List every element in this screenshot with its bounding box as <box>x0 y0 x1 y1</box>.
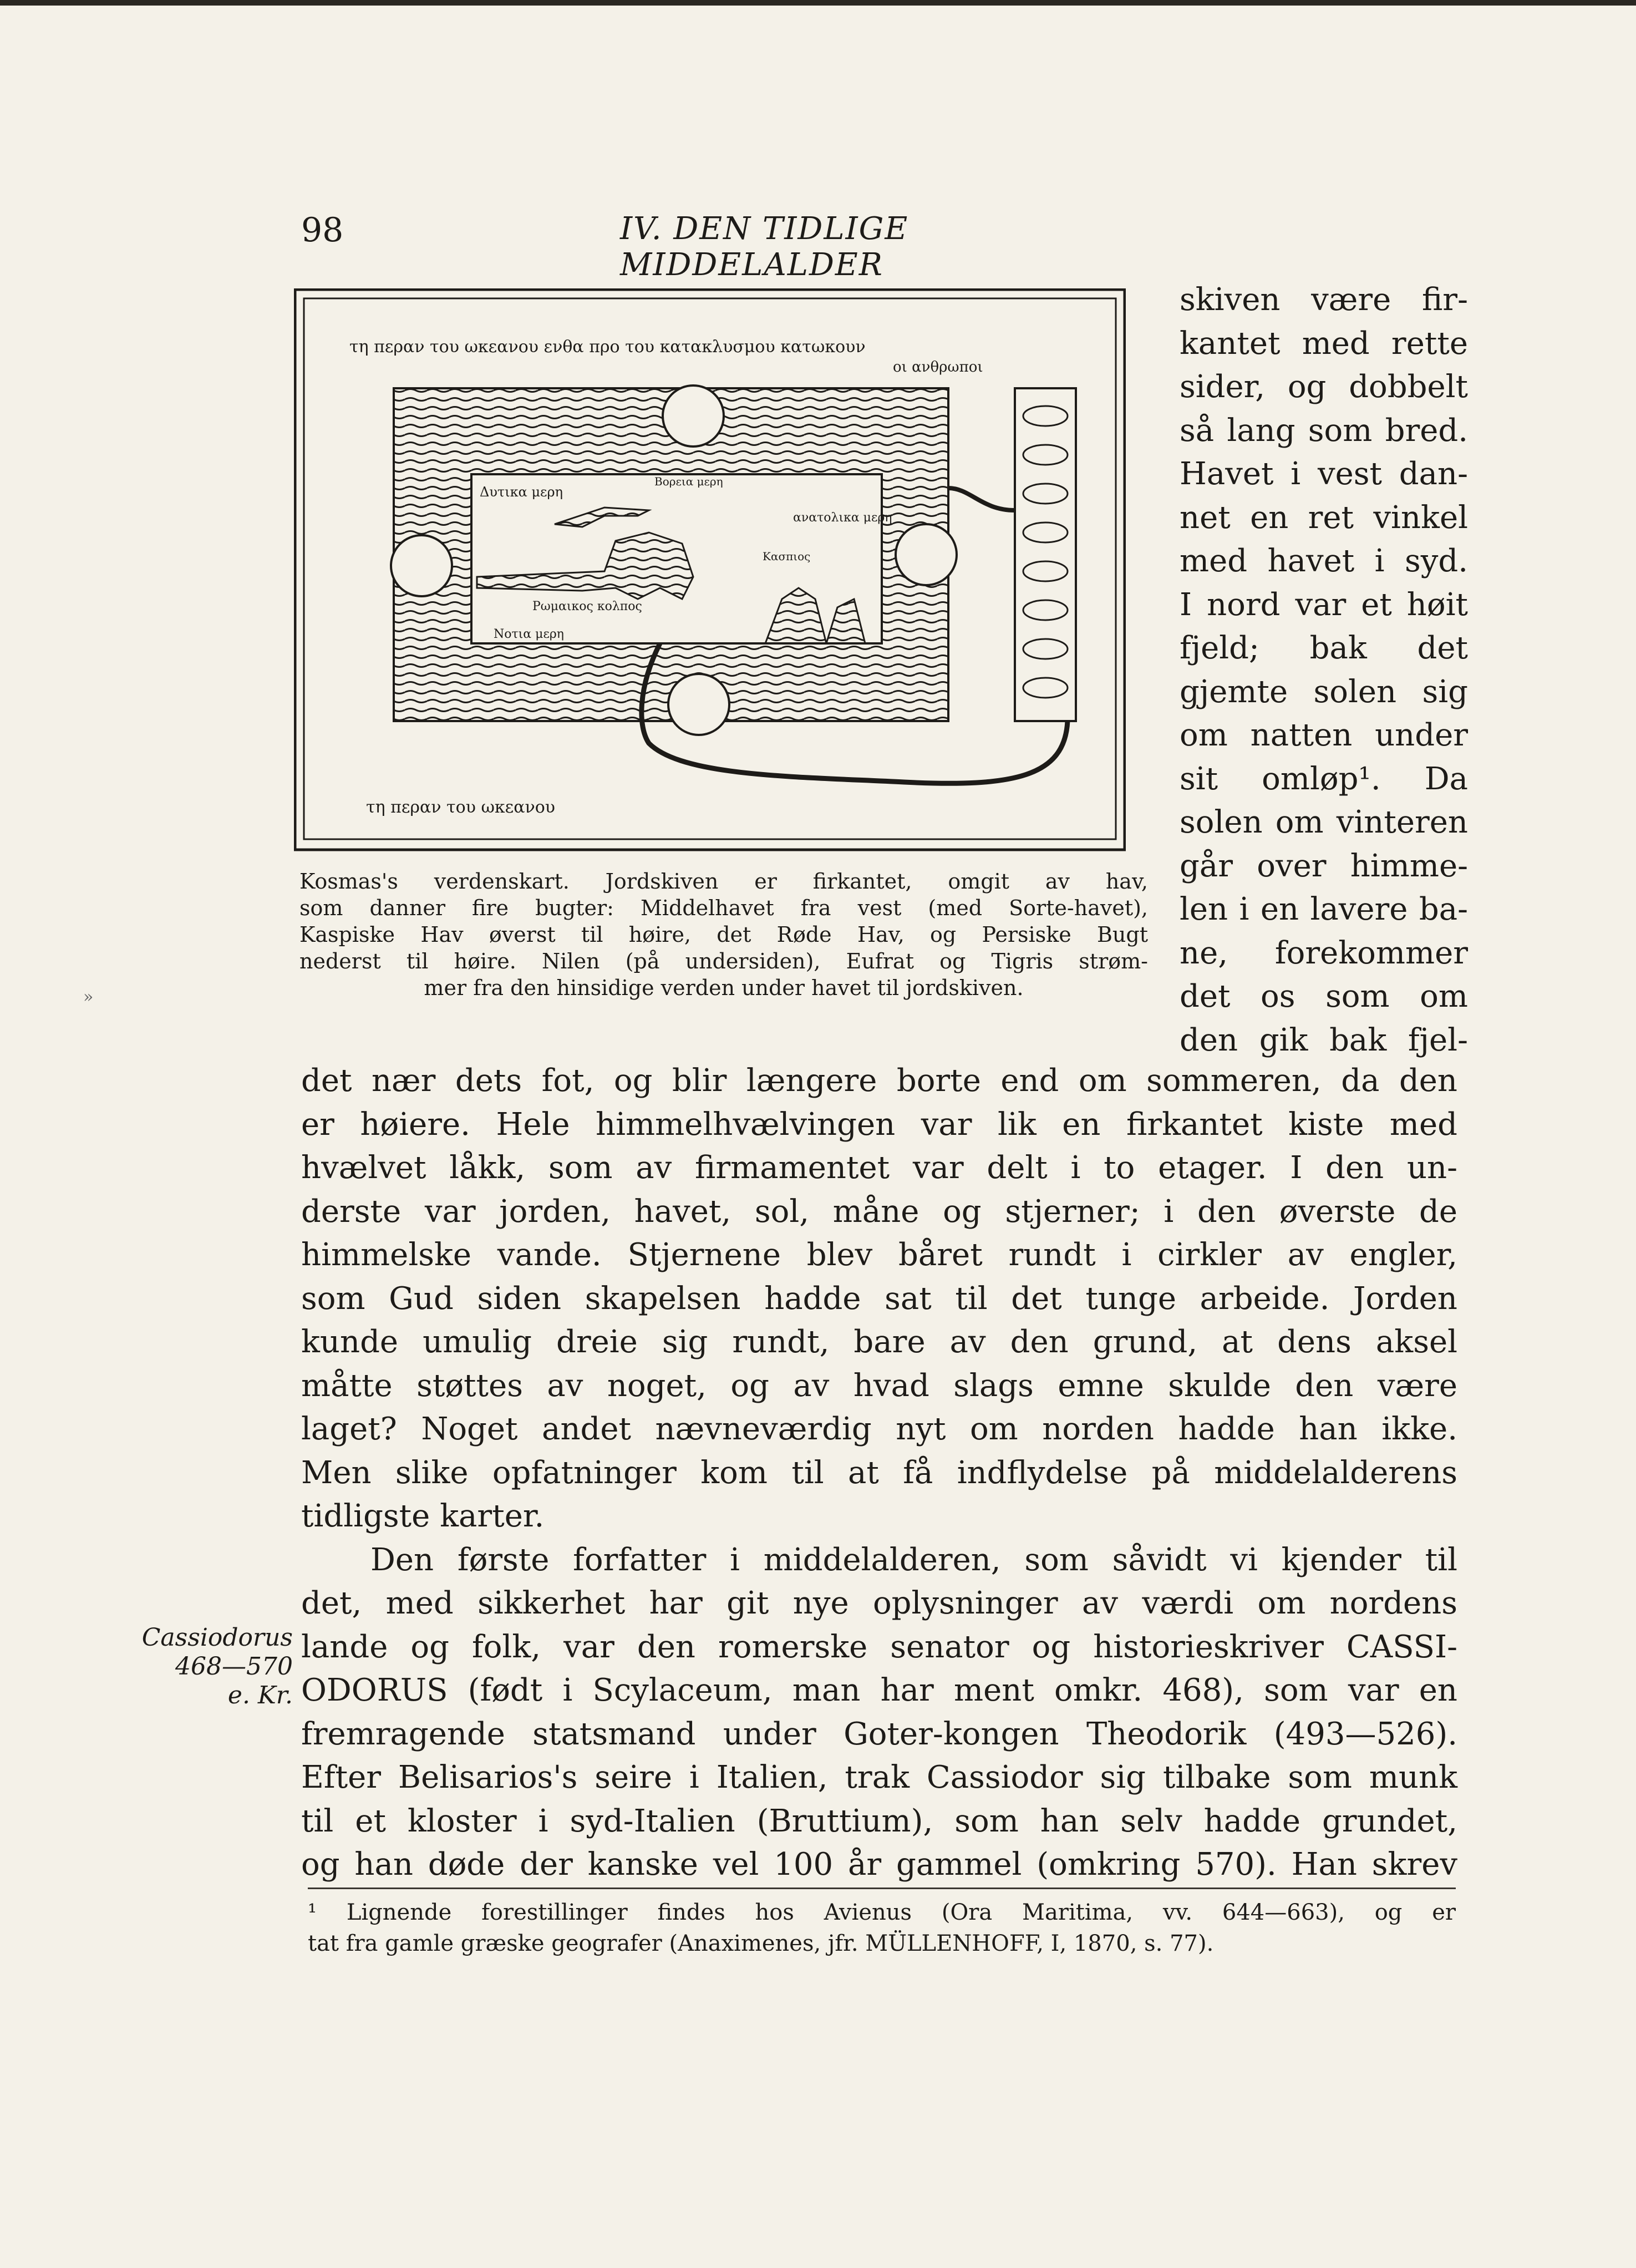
text-line: den gik bak fjel- <box>1180 1022 1468 1058</box>
page-number: 98 <box>301 211 344 250</box>
river-nile <box>948 488 1015 510</box>
text-line: til et kloster i syd-Italien (Bruttium), som han selv hadde grundet, <box>301 1803 1457 1839</box>
text-line: ODORUS (født i Scylaceum, man har ment omkr. 468), som var en <box>301 1672 1457 1708</box>
label-west: Δυτικα μερη <box>480 484 563 500</box>
text-line: himmelske vande. Stjernene blev båret rundt i cirkler av engler, <box>301 1237 1457 1273</box>
text-line: gjemte solen sig <box>1180 673 1468 710</box>
text-line: og han døde der kanske vel 100 år gammel (omkring 570). Han skrev <box>301 1846 1457 1883</box>
caption-line: mer fra den hinsidige verden under havet til jordskiven. <box>424 976 1024 1000</box>
text-line: som Gud siden skapelsen hadde sat til det tunge arbeide. Jorden <box>301 1280 1457 1317</box>
text-line: måtte støttes av noget, og av hvad slags emne skulde den være <box>301 1367 1457 1404</box>
text-line: Havet i vest dan- <box>1180 456 1468 492</box>
text-line: net en ret vinkel <box>1180 499 1468 536</box>
body-text <box>301 1059 1457 1887</box>
text-line: hvælvet låkk, som av firmamentet var delt i to etager. I den un- <box>301 1150 1457 1186</box>
text-line: er høiere. Hele himmelhvælvingen var lik en firkantet kiste med <box>301 1106 1457 1143</box>
text-line: fremragende statsmand under Goter-kongen Theodorik (493—526). <box>301 1716 1457 1752</box>
text-line: om natten under <box>1180 717 1468 753</box>
text-line: det, med sikkerhet har git nye oplysninger av værdi om nordens <box>301 1585 1457 1621</box>
caption-line: Kaspiske Hav øverst til høire, det Røde Hav, og Persiske Bugt <box>299 922 1148 947</box>
text-line: tidligste karter. <box>301 1498 545 1534</box>
margin-note <box>126 1623 293 1710</box>
caption-line: Kosmas's verdenskart. Jordskiven er firkantet, omgit av hav, <box>299 869 1148 894</box>
text-line: går over himme- <box>1180 848 1468 884</box>
margin-mark: » <box>83 987 94 1007</box>
text-line: det os som om <box>1180 978 1468 1014</box>
label-roman-gulf: Ρωμαικος κολπος <box>532 600 642 613</box>
label-south: Νοτια μερη <box>494 627 564 641</box>
kosmas-world-map-figure <box>294 288 1126 865</box>
label-east: ανατολικα μερη <box>793 511 892 525</box>
caption-line: som danner fire bugter: Middelhavet fra vest (med Sorte-havet), <box>299 896 1148 920</box>
text-line: skiven være fir- <box>1180 282 1468 318</box>
label-caspian: Κασπιος <box>763 550 811 563</box>
label-bottom: τη περαν του ωκεανου <box>366 798 556 817</box>
text-line: sit omløp¹. Da <box>1180 760 1468 797</box>
text-line: lande og folk, var den romerske senator og historieskriver CASSI- <box>301 1628 1457 1665</box>
side-column-text <box>1180 278 1468 1062</box>
text-line: Efter Belisarios's seire i Italien, trak Cassiodor sig tilbake som munk <box>301 1759 1457 1795</box>
margin-note-era: e. Kr. <box>227 1681 293 1709</box>
text-line: det nær dets fot, og blir længere borte end om sommeren, da den <box>301 1063 1457 1099</box>
text-line: kunde umulig dreie sig rundt, bare av den grund, at dens aksel <box>301 1324 1457 1360</box>
footnote <box>308 1897 1456 1959</box>
text-line: len i en lavere ba- <box>1180 891 1468 927</box>
text-line: så lang som bred. <box>1180 412 1468 449</box>
text-line: med havet i syd. <box>1180 543 1468 579</box>
text-line: Men slike opfatninger kom til at få indflydelse på middelalderens <box>301 1454 1457 1491</box>
label-top: τη περαν του ωκεανου ενθα προ του κατακλυσμου κατωκουν <box>349 337 866 357</box>
land-beyond-ocean-right <box>1015 388 1076 721</box>
footnote-rule <box>308 1888 1456 1889</box>
text-line: kantet med rette <box>1180 325 1468 362</box>
text-line: sider, og dobbelt <box>1180 369 1468 405</box>
margin-note-years: 468—570 <box>175 1652 293 1681</box>
page-header <box>301 211 1155 283</box>
text-line: laget? Noget andet nævneværdig nyt om norden hadde han ikke. <box>301 1411 1457 1447</box>
text-line: Den første forfatter i middelalderen, som såvidt vi kjender til <box>370 1541 1457 1578</box>
text-line: I nord var et høit <box>1180 586 1468 623</box>
margin-note-name: Cassiodorus <box>141 1623 293 1652</box>
label-top-2: οι ανθρωποι <box>893 359 983 376</box>
caption-line: nederst til høire. Nilen (på undersiden), Eufrat og Tigris strøm- <box>299 949 1148 973</box>
world-map-illustration <box>294 288 1126 865</box>
label-north: Βορεια μερη <box>654 475 723 488</box>
text-line: ne, forekommer <box>1180 935 1468 971</box>
footnote-line: tat fra gamle græske geografer (Anaximenes, jfr. MÜLLENHOFF, I, 1870, s. 77). <box>308 1931 1214 1956</box>
figure-caption <box>299 868 1148 1001</box>
footnote-line: ¹ Lignende forestillinger findes hos Avienus (Ora Maritima, vv. 644—663), og er <box>308 1900 1456 1925</box>
running-head: IV. DEN TIDLIGE MIDDELALDER <box>620 211 909 283</box>
top-edge-rule <box>0 0 1636 6</box>
text-line: derste var jorden, havet, sol, måne og stjerner; i den øverste de <box>301 1193 1457 1230</box>
text-line: fjeld; bak det <box>1180 630 1468 666</box>
text-line: solen om vinteren <box>1180 804 1468 840</box>
